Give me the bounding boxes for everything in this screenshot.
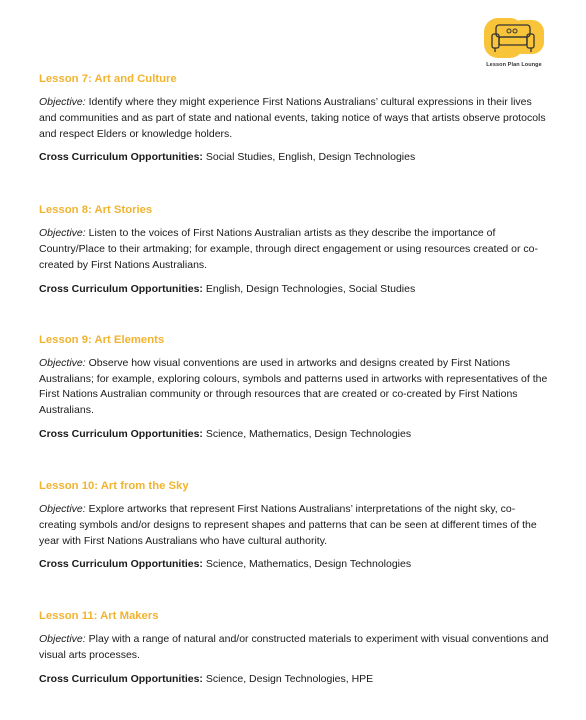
lesson-objective <box>39 226 549 273</box>
objective-label: Objective: <box>39 227 86 240</box>
cross-label: Cross Curriculum Opportunities: <box>39 672 203 685</box>
objective-label: Objective: <box>39 502 86 515</box>
objective-label: Objective: <box>39 356 86 369</box>
lesson-title: Lesson 8: Art Stories <box>39 204 153 217</box>
lesson-objective <box>39 632 549 664</box>
objective-text: Play with a range of natural and/or constructed materials to experiment with visual conventions and visual arts processes. <box>39 633 549 662</box>
lesson-title: Lesson 7: Art and Culture <box>39 73 177 85</box>
cross-text: Science, Design Technologies, HPE <box>205 672 374 685</box>
cross-text: Science, Mathematics, Design Technologies <box>205 427 412 440</box>
objective-text: Identify where they might experience First Nations Australians’ cultural expressions in their lives and communities and as part of state and national events, taking notice of ways that artists observe protocols and respect Elders or knowledge holders. <box>39 96 546 140</box>
lesson-cross-curriculum <box>39 150 549 165</box>
lesson-cross-curriculum <box>39 427 549 442</box>
objective-text: Listen to the voices of First Nations Australian artists as they describe the importance of Country/Place to their artmaking; for example, through direct engagement or using resources created or co-created by First Nations Australians. <box>39 227 539 271</box>
lesson-cross-curriculum <box>39 672 549 687</box>
lesson-objective <box>39 95 549 142</box>
sofa-logo-icon <box>482 16 546 62</box>
cross-text: Science, Mathematics, Design Technologies <box>205 558 412 571</box>
objective-text: Explore artworks that represent First Nations Australians’ interpretations of the night sky, co-creating symbols and/or designs to represent shapes and patterns that can be seen at different times of the year with First Nations Australians who have cultural authority. <box>39 502 537 547</box>
lesson-title: Lesson 11: Art Makers <box>39 610 159 623</box>
lesson-9 <box>39 333 549 442</box>
objective-text: Observe how visual conventions are used in artworks and designs created by First Nations Australians; for example, exploring colours, symbols and patterns used in artworks with representatives of the First Nations Australian community or through resources that are created or co-created by First Nations Australians. <box>39 356 548 417</box>
lesson-objective <box>39 502 549 549</box>
logo-text: Lesson Plan Lounge <box>486 62 542 68</box>
cross-label: Cross Curriculum Opportunities: <box>39 151 203 164</box>
cross-label: Cross Curriculum Opportunities: <box>39 558 203 571</box>
lesson-cross-curriculum <box>39 557 549 572</box>
lesson-cross-curriculum <box>39 282 549 297</box>
cross-text: Social Studies, English, Design Technologies <box>205 151 416 164</box>
lesson-8 <box>39 203 549 296</box>
lesson-title: Lesson 9: Art Elements <box>39 333 165 346</box>
lesson-objective <box>39 356 549 419</box>
objective-label: Objective: <box>39 96 86 108</box>
lesson-list <box>39 72 549 687</box>
cross-label: Cross Curriculum Opportunities: <box>39 282 203 295</box>
lesson-7 <box>39 72 549 165</box>
lesson-title: Lesson 10: Art from the Sky <box>39 479 189 492</box>
objective-label: Objective: <box>39 633 86 646</box>
lesson-11 <box>39 609 549 687</box>
brand-logo <box>478 16 550 72</box>
cross-text: English, Design Technologies, Social Studies <box>205 282 416 295</box>
lesson-10 <box>39 479 549 572</box>
cross-label: Cross Curriculum Opportunities: <box>39 427 203 440</box>
